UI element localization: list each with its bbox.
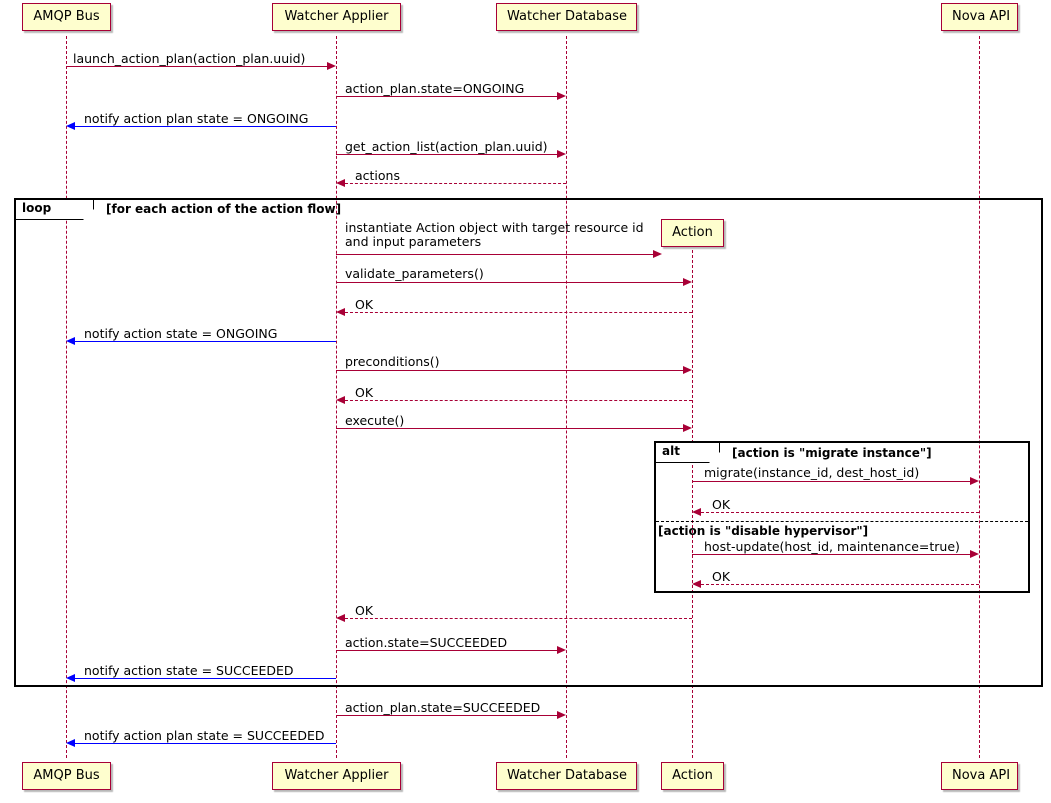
participant-nova-api-top[interactable]: Nova API (941, 3, 1018, 31)
participant-action-bottom[interactable]: Action (661, 762, 724, 790)
message-label-host-update: host-update(host_id, maintenance=true) (704, 539, 960, 554)
participant-action-created[interactable]: Action (661, 219, 724, 247)
message-label-ok-validate: OK (355, 297, 374, 312)
participant-watcher-database-top[interactable]: Watcher Database (496, 3, 637, 31)
message-label-notify-plan-ongoing: notify action plan state = ONGOING (84, 111, 309, 126)
message-arrow-action-plan-state-ongoing (336, 96, 557, 97)
alt-fragment-tab (656, 443, 720, 463)
message-label-ok-execute: OK (355, 603, 374, 618)
arrow-head-ok-migrate (692, 508, 701, 516)
message-arrow-notify-plan-ongoing (75, 126, 336, 127)
message-label-migrate: migrate(instance_id, dest_host_id) (704, 465, 920, 480)
message-label-instantiate-action: instantiate Action object with target resource id and input parameters (345, 220, 644, 249)
message-label-plan-state-succeeded: action_plan.state=SUCCEEDED (345, 700, 541, 715)
message-arrow-instantiate-action (336, 254, 653, 255)
message-arrow-validate-parameters (336, 282, 683, 283)
message-label-get-action-list: get_action_list(action_plan.uuid) (345, 139, 548, 154)
arrow-head-host-update (970, 550, 979, 558)
loop-fragment-label: loop (22, 201, 52, 215)
alt-tab-notch (709, 452, 720, 463)
arrow-head-action-plan-state-ongoing (557, 92, 566, 100)
message-label-action-plan-state-ongoing: action_plan.state=ONGOING (345, 81, 525, 96)
arrow-head-ok-execute (336, 614, 345, 622)
participant-nova-api-bottom[interactable]: Nova API (941, 762, 1018, 790)
message-arrow-ok-migrate (701, 512, 979, 513)
arrow-head-validate-parameters (683, 278, 692, 286)
message-arrow-action-state-succeeded (336, 650, 557, 651)
message-label-execute: execute() (345, 413, 405, 428)
arrow-head-action-state-succeeded (557, 646, 566, 654)
arrow-head-launch-action-plan (327, 62, 336, 70)
message-arrow-ok-preconditions (345, 400, 692, 401)
message-arrow-execute (336, 428, 683, 429)
participant-amqp-bus-bottom[interactable]: AMQP Bus (22, 762, 111, 790)
message-arrow-preconditions (336, 370, 683, 371)
arrow-head-notify-plan-ongoing (66, 122, 75, 130)
message-arrow-ok-host-update (701, 584, 979, 585)
message-arrow-actions (345, 183, 566, 184)
alt-fragment-label: alt (662, 444, 680, 458)
message-label-notify-action-succeeded: notify action state = SUCCEEDED (84, 663, 294, 678)
loop-tab-notch (83, 209, 94, 220)
message-arrow-ok-validate (345, 312, 692, 313)
message-arrow-notify-plan-succeeded (75, 743, 336, 744)
alt-else-condition: [action is "disable hypervisor"] (658, 524, 869, 538)
arrow-head-instantiate-action (653, 250, 662, 258)
message-arrow-launch-action-plan (66, 66, 327, 67)
message-label-actions: actions (355, 168, 400, 183)
participant-watcher-applier-top[interactable]: Watcher Applier (272, 3, 401, 31)
participant-watcher-applier-bottom[interactable]: Watcher Applier (272, 762, 401, 790)
loop-fragment-tab (16, 200, 94, 220)
alt-fragment (654, 441, 1030, 593)
message-arrow-notify-action-ongoing (75, 341, 336, 342)
message-arrow-migrate (692, 481, 970, 482)
arrow-head-notify-action-ongoing (66, 337, 75, 345)
message-label-ok-host-update: OK (712, 569, 731, 584)
arrow-head-preconditions (683, 366, 692, 374)
arrow-head-migrate (970, 477, 979, 485)
arrow-head-get-action-list (557, 150, 566, 158)
participant-watcher-database-bottom[interactable]: Watcher Database (496, 762, 637, 790)
message-label-validate-parameters: validate_parameters() (345, 266, 484, 281)
arrow-head-plan-state-succeeded (557, 711, 566, 719)
participant-amqp-bus-top[interactable]: AMQP Bus (22, 3, 111, 31)
message-label-ok-preconditions: OK (355, 385, 374, 400)
message-label-notify-action-ongoing: notify action state = ONGOING (84, 326, 278, 341)
alt-fragment-condition: [action is "migrate instance"] (732, 446, 932, 460)
message-arrow-ok-execute (345, 618, 692, 619)
message-label-action-state-succeeded: action.state=SUCCEEDED (345, 635, 508, 650)
message-arrow-notify-action-succeeded (75, 678, 336, 679)
arrow-head-ok-validate (336, 308, 345, 316)
arrow-head-ok-preconditions (336, 396, 345, 404)
message-label-launch-action-plan: launch_action_plan(action_plan.uuid) (73, 51, 306, 66)
arrow-head-ok-host-update (692, 580, 701, 588)
arrow-head-notify-action-succeeded (66, 674, 75, 682)
message-arrow-get-action-list (336, 154, 557, 155)
loop-fragment-condition: [for each action of the action flow] (106, 202, 342, 216)
arrow-head-notify-plan-succeeded (66, 739, 75, 747)
message-arrow-host-update (692, 554, 970, 555)
message-label-preconditions: preconditions() (345, 354, 440, 369)
message-label-notify-plan-succeeded: notify action plan state = SUCCEEDED (84, 728, 325, 743)
arrow-head-actions (336, 179, 345, 187)
alt-else-divider (656, 521, 1028, 522)
message-label-ok-migrate: OK (712, 497, 731, 512)
arrow-head-execute (683, 424, 692, 432)
message-arrow-plan-state-succeeded (336, 715, 557, 716)
